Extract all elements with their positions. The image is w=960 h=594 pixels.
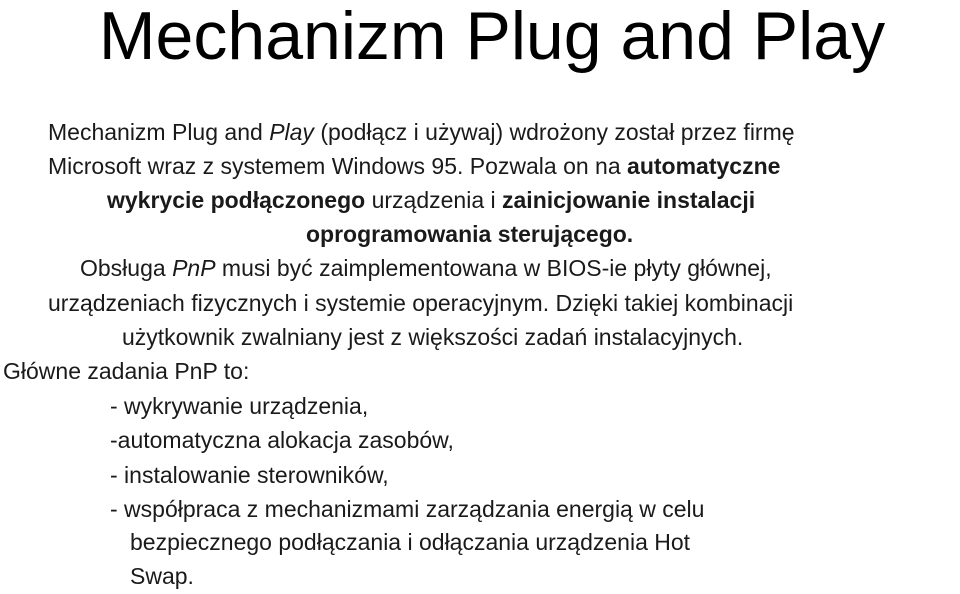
intro-bold-automatyczne: automatyczne	[627, 153, 781, 179]
task-item: - wykrywanie urządzenia,	[110, 393, 369, 419]
support-line-3: użytkownik zwalniany jest z większości zadań instalacyjnych.	[122, 324, 744, 350]
intro-bold-oprogramowania: oprogramowania sterującego.	[306, 221, 634, 247]
intro-text: Mechanizm Plug and	[48, 119, 270, 145]
intro-text: Microsoft wraz z systemem Windows 95. Pozwala on na	[48, 153, 628, 179]
task-item-continuation: Swap.	[130, 563, 194, 589]
intro-line-1	[48, 114, 795, 150]
task-item: -automatyczna alokacja zasobów,	[110, 427, 454, 453]
support-line-2: urządzeniach fizycznych i systemie operacyjnym. Dzięki takiej kombinacji	[48, 290, 794, 316]
intro-text: urządzenia i	[365, 187, 503, 213]
intro-bold-wykrycie: wykrycie podłączonego	[107, 187, 366, 213]
intro-line-3	[107, 182, 755, 218]
intro-text: (podłącz i używaj) wdrożony został przez firmę	[313, 119, 795, 145]
task-item-continuation: bezpiecznego podłączania i odłączania urządzenia Hot	[130, 529, 691, 555]
tasks-heading: Główne zadania PnP to:	[3, 358, 250, 384]
task-item: - współpraca z mechanizmami zarządzania energią w celu	[110, 496, 705, 522]
intro-italic-play: Play	[269, 119, 314, 145]
page-title: Mechanizm Plug and Play	[98, 0, 886, 74]
support-text: Obsługa	[80, 255, 173, 281]
intro-line-2	[48, 148, 780, 184]
support-italic-pnp: PnP	[172, 255, 216, 281]
intro-bold-zainicjowanie: zainicjowanie instalacji	[502, 187, 756, 213]
support-line-1	[80, 250, 772, 286]
intro-line-4	[306, 216, 633, 252]
support-text: musi być zaimplementowana w BIOS-ie płyty głównej,	[215, 255, 772, 281]
task-item: - instalowanie sterowników,	[110, 462, 389, 488]
